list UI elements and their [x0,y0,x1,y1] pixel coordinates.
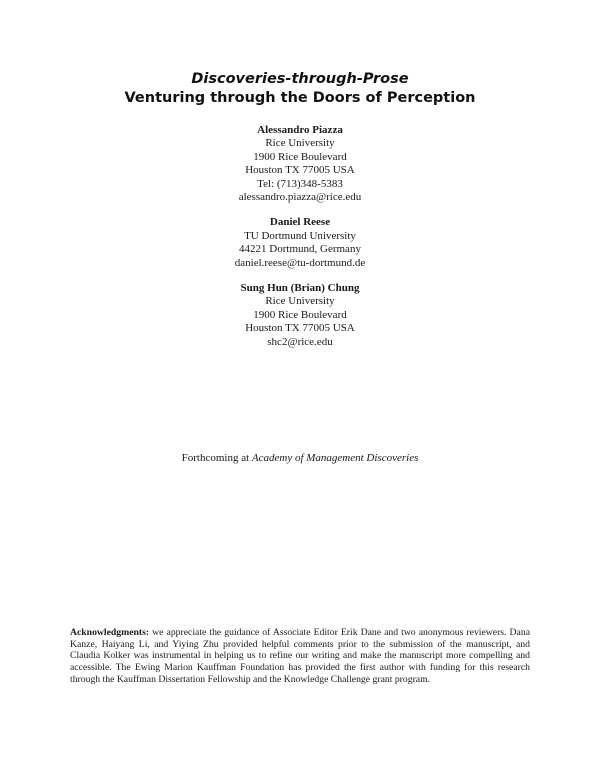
author-block [0,124,600,204]
title-block [0,70,600,108]
author-name: Daniel Reese [269,216,331,229]
acknowledgments [70,627,530,686]
author-affiliation: Rice University [265,137,335,150]
forthcoming-note [0,452,600,465]
author-email: alessandro.piazza@rice.edu [238,191,362,204]
author-affiliation: Rice University [265,295,335,308]
acknowledgments-label: Acknowledgments: [70,627,150,638]
author-name: Alessandro Piazza [257,124,343,136]
author-email: shc2@rice.edu [267,335,333,348]
author-block [0,282,600,349]
author-city: Houston TX 77005 USA [245,322,355,335]
author-address: 1900 Rice Boulevard [253,150,347,163]
acknowledgments-text: we appreciate the guidance of Associate Editor Erik Dane and two anonymous reviewers. Dana Kanze, Haiyang Li, and Yiying Zhu provided helpful comments prior to the submission of the manuscript, and Claudia Kolker was instrumental in helping us to refine our writing and make the manuscript more compelling and accessible. The Ewing Marion Kauffman Foundation has provided the first author with funding for this research through the Kauffman Dissertation Fellowship and the Knowledge Challenge grant program. [70,627,530,685]
author-list [0,124,600,361]
author-phone: Tel: (713)348-5383 [257,177,343,190]
author-city: Houston TX 77005 USA [245,164,355,177]
forthcoming-prefix: Forthcoming at [181,452,252,464]
author-affiliation: TU Dortmund University [244,229,356,242]
author-block [0,216,600,270]
title-main: Discoveries-through-Prose [191,71,409,87]
journal-name: Academy of Management Discoveries [251,452,419,464]
author-city: 44221 Dortmund, Germany [239,243,361,256]
author-name: Sung Hun (Brian) Chung [240,282,360,295]
author-email: daniel.reese@tu-dortmund.de [234,256,366,269]
title-subtitle: Venturing through the Doors of Perception [124,90,476,106]
author-address: 1900 Rice Boulevard [253,308,347,321]
